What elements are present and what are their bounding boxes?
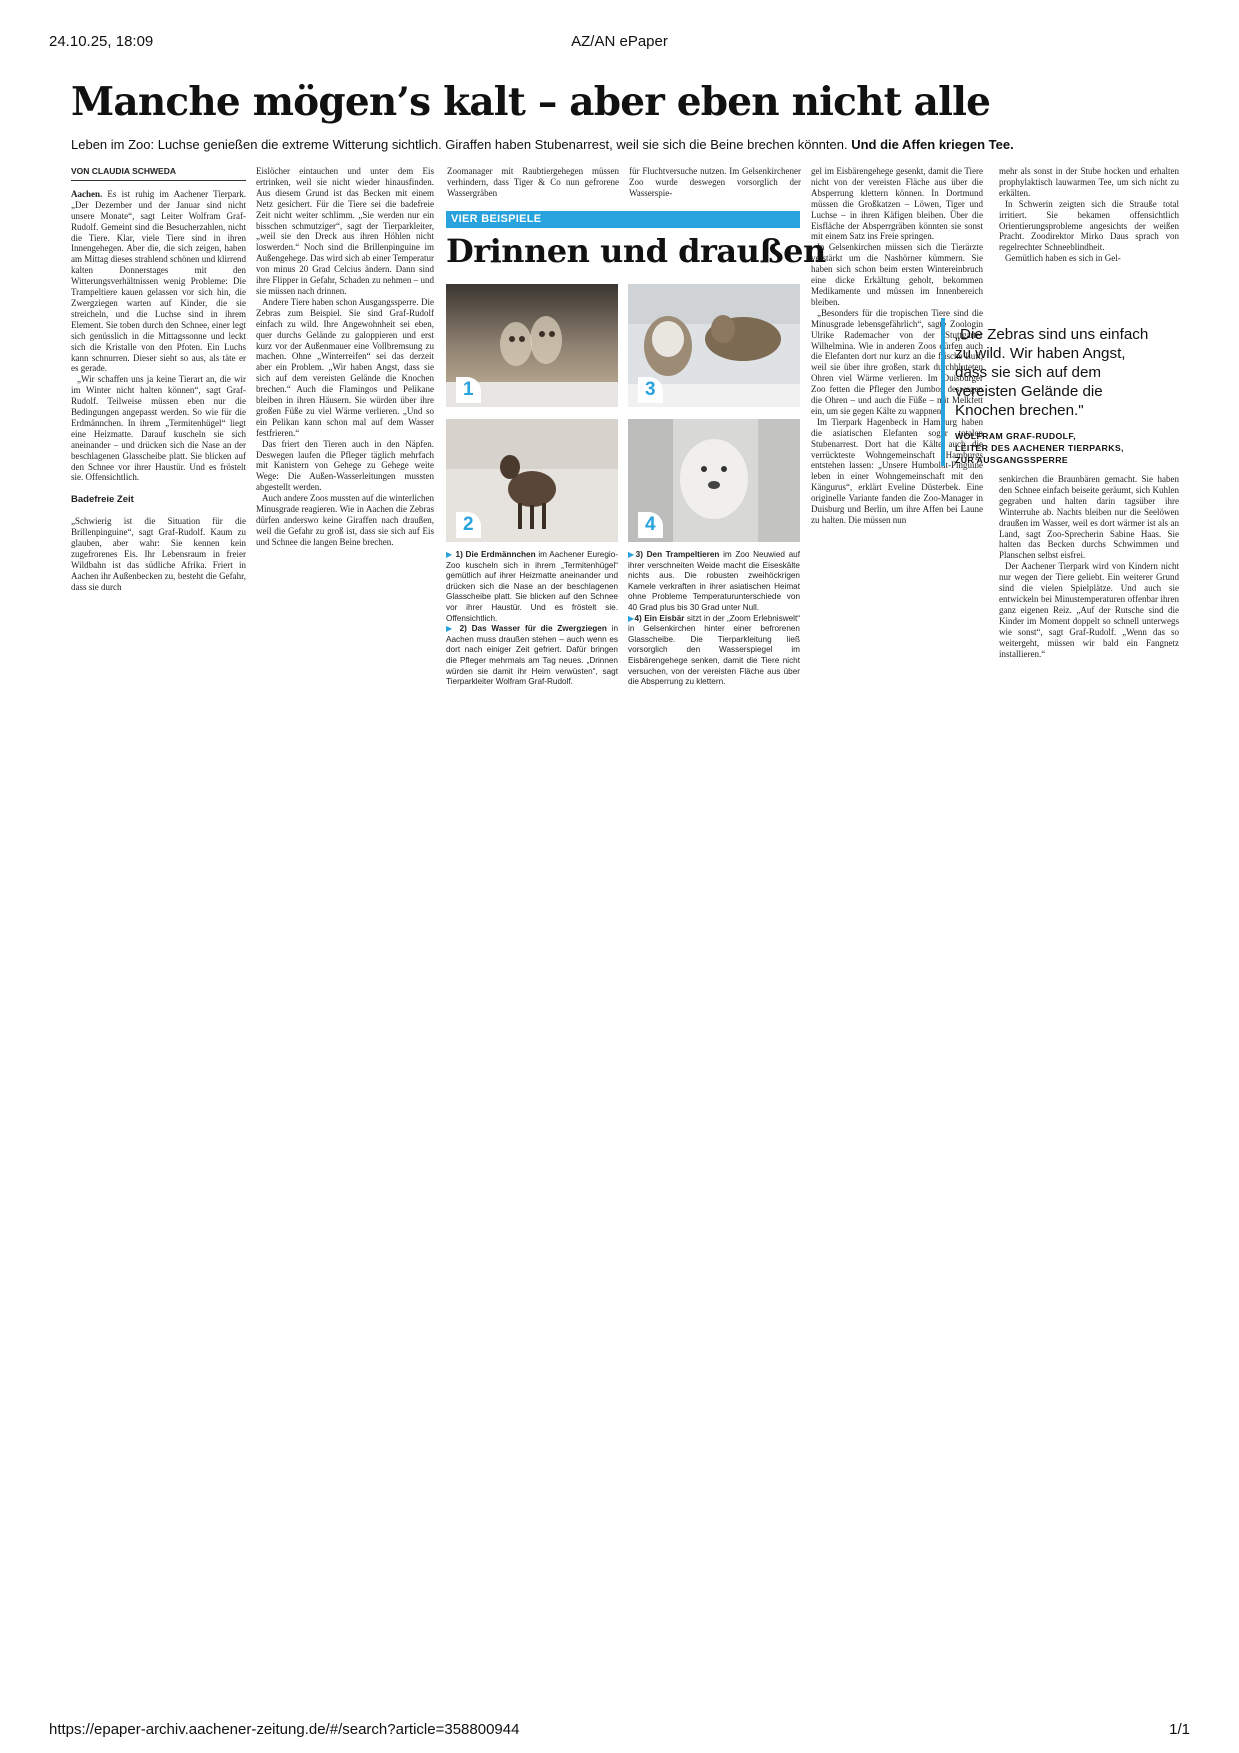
paragraph: Zoomanager mit Raubtiergehegen müssen verhindern, dass Tiger & Co nun gefrorene Wassergräben (447, 166, 619, 198)
subheadline-text: Leben im Zoo: Luchse genießen die extreme Witterung sichtlich. Giraffen haben Stubenarrest, weil sie sich die Beine brechen könnten. (71, 137, 852, 152)
paragraph: In Schwerin zeigten sich die Strauße total irritiert. Sie bekamen offensichtlich Orientierungsprobleme angesichts der weißen Pracht. Zoodirektor Mirko Daus sprach von regelrechter Schneeblindheit. (999, 198, 1179, 253)
caption-lead: Den Trampeltieren (646, 550, 720, 559)
paragraph: „Wir schaffen uns ja keine Tierart an, die wir im Winter nicht halten können“, sagt Graf-Rudolf. Teilweise müssen eben nur die Bedingungen angepasst werden. So wie für die Erdmännchen. In ihrem „Termitenhügel“ liegt eine Heizmatte. Darauf kuscheln sie sich aneinander – und drücken sich die Nase an der beschlagenen Glasscheibe platt. Sie blicken auf den Schnee vor ihrer Haustür. Und es fröstelt sie. Offensichtlich. (71, 374, 246, 483)
quote-attribution (955, 430, 1155, 466)
print-footer (49, 1721, 1190, 1739)
photo-polar-bear (628, 419, 800, 542)
caption-marker: 1) (455, 550, 463, 559)
captions-left (446, 550, 618, 688)
caption-text: in Aachen muss draußen stehen – auch wenn es dort nach einiger Zeit gefriert. Dafür bringen die Pfleger mehrmals am Tag neues. „Drinnen würden sie damit ihr Heim verwüsten“, sagt Tierparkleiter Wolfram Graf-Rudolf. (446, 624, 618, 687)
caption-marker: 4) (634, 613, 642, 623)
column-2 (256, 166, 434, 766)
caption-marker-icon: ▶ (446, 624, 455, 634)
headline: Manche mögen’s kalt – aber eben nicht alle (71, 79, 991, 125)
subheadline-bold: Und die Affen kriegen Tee. (851, 137, 1014, 152)
paragraph: gel im Eisbärengehege gesenkt, damit die Tiere nicht von der vereisten Fläche aus über die Absperrung klettern können. In Dortmund müssen die Großkatzen – Löwen, Tiger und Luchse – in ihren Käfigen bleiben. Über die Eisfläche der Absperrgräben könnten sie sonst mit einem Satz ins Freie springen. (811, 166, 983, 242)
caption-lead: Das Wasser für die Zwergziegen (471, 624, 607, 634)
print-header (49, 33, 1190, 51)
paragraph-text: Es ist ruhig im Aachener Tierpark. „Der Dezember und der Januar sind nicht unsere Monate“, sagt Leiter Wolfram Graf-Rudolf. Gemeint sind die Besucherzahlen, nicht die Tiere. Klar, viele Tiere sind in ihren Innengehegen. Aber die, die sich zeigen, haben am Mittag dieses strahlend schönen und klirrend kalten Donnerstages mit den Witterungsverhältnissen wenig Probleme: Die Trampeltiere kauen gelassen vor sich hin, die Zwergziegen warten auf Kinder, die sie streicheln, und die Luchse sind in ihrem Element. Sie toben durch den Schnee, einer legt sich genüsslich in die Mittagssonne und leckt sich die Kristalle von den Pfoten. Ein Luchs kann schnurren. Dieser sieht so aus, als täte er es gerade. (71, 188, 246, 374)
paragraph: senkirchen die Braunbären gemacht. Sie haben den Schnee einfach beiseite geräumt, sich Kuhlen gegraben und halten darin tagsüber ihre Winterruhe ab. Nachts bleiben nur die Seelöwen draußen im Wasser, weil es dort wärmer ist als an Land, sagt Zoo-Sprecherin Sabine Haas. Sie halten das Becken durchs Schwimmen und Planschen selbst eisfrei. (999, 474, 1179, 561)
box-tag-label: VIER BEISPIELE (451, 213, 542, 225)
photo-goat (446, 419, 618, 542)
column-1 (71, 166, 246, 766)
dateline: Aachen. (71, 188, 103, 199)
paragraph: Im Tierpark Hagenbeck in Hamburg haben die asiatischen Elefanten sogar totalen Stubenarrest. Dort hat die Kälte auch die verrückteste Wohngemeinschaft Hamburgs entstehen lassen: „Unsere Humboldt-Pinguine leben in einer Wohngemeinschaft mit den Kängurus“, erklärt Eveline Düsterbek. Eine originelle Variante fanden die Zoo-Manager in Duisburg und Berlin, um ihre Affen bei Laune zu halten. Die müssen nun (811, 416, 983, 525)
print-page-number: 1/1 (1169, 1721, 1190, 1738)
caption-lead: Ein Eisbär (644, 613, 685, 623)
paragraph: mehr als sonst in der Stube hocken und erhalten prophylaktisch lauwarmen Tee, um sich nicht zu erkälten. (999, 166, 1179, 198)
caption-marker: 2) (459, 624, 467, 634)
caption-text: im Aachener Euregio-Zoo kuscheln sich in ihrem „Termitenhügel“ gemütlich auf ihrer Heizmatte aneinander und drücken sich die Nase an der beschlagenen Glasscheibe platt. Sie blicken auf den Schnee vor ihrer Haustür. Und es fröstelt sie. Offensichtlich. (446, 550, 619, 623)
paragraph: In Gelsenkirchen müssen sich die Tierärzte verstärkt um die Nashörner kümmern. Sie haben sich schon beim ersten Wintereinbruch eine dicke Erkältung geholt, bekommen Medikamente und müssen im Innenbereich bleiben. (811, 242, 983, 307)
caption (628, 614, 800, 688)
caption-marker-icon: ▶ (628, 613, 635, 623)
caption-text: sitzt in der „Zoom Erlebniswelt“ in Gelsenkirchen hinter einer befrorenen Glasscheibe. Die Tierparkleitung ließ vorsorglich den Wasserspiegel im Eisbärengehege senken, damit die Tiere nicht versuchen, von der vereisten Fläche aus über die Absperrung zu klettern. (628, 613, 800, 687)
box-title: Drinnen und draußen (446, 232, 826, 270)
paragraph: „Besonders für die tropischen Tiere sind die Minusgrade lebensgefährlich“, sagte Zoologin Ulrike Rademacher von der Stuttgarter Wilhelmina. Wie in anderen Zoos dürfen auch die Elefanten dort nur kurz an die frische Luft, weil sie über ihre großen, stark durchbluteten Ohren viel Wärme verlieren. Im Duisburger Zoo fetten die Pfleger den Jumbos deswegen die Ohren – und auch die Füße – mit Melkfett ein, um sie gegen Kälte zu wappnen. (811, 307, 983, 416)
box-tag (446, 211, 800, 228)
column-6-bottom (999, 474, 1179, 764)
quote-attribution-line: LEITER DES AACHENER TIERPARKS, (955, 443, 1124, 453)
photo-meerkats (446, 284, 618, 407)
subheading: Badefreie Zeit (71, 494, 134, 506)
paragraph (71, 189, 246, 374)
paragraph: Auch andere Zoos mussten auf die winterlichen Minusgrade reagieren. Wie in Aachen die Zebras dürfen anderswo keine Giraffen nach draußen, weil die Gefahr zu groß ist, dass sie sich auf Eis und Schnee die langen Beine brechen. (256, 493, 434, 547)
photo-camels (628, 284, 800, 407)
quote-text: „Die Zebras sind uns einfach zu wild. Wir haben Angst, dass sie sich auf dem vereisten Gelände die Knochen brechen." (955, 326, 1149, 419)
print-title: AZ/AN ePaper (571, 33, 668, 50)
quote-attribution-line: ZUR AUSGANGSSPERRE (955, 455, 1069, 465)
caption-text: im Zoo Neuwied auf ihrer verschneiten Weide macht die Eiseskälte nichts aus. Die robusten zweihöckrigen Kamele verkraften in ihrer asiatischen Heimat ohne Probleme Temperaturunterschiede von 40 Grad plus bis 30 Grad unter Null. (628, 550, 800, 612)
print-url: https://epaper-archiv.aachener-zeitung.de/#/search?article=358800944 (49, 1721, 520, 1738)
examples-box (446, 136, 826, 766)
column-5 (811, 166, 983, 766)
caption-marker: 3) (635, 550, 643, 559)
pull-quote (941, 318, 1149, 466)
caption-lead: Die Erdmännchen (465, 550, 536, 559)
photo-number: 3 (638, 377, 663, 403)
caption (446, 550, 618, 624)
paragraph: Gemütlich haben es sich in Gel- (1005, 253, 1121, 264)
caption-marker-icon: ▶ (446, 550, 453, 559)
photo-number: 2 (456, 512, 481, 538)
byline: VON CLAUDIA SCHWEDA (71, 166, 246, 181)
paragraph: Das friert den Tieren auch in den Näpfen. Deswegen laufen die Pfleger täglich mehrfach mit Kanistern von Gehege zu Gehege weite Wege: Die Außen-Wasserleitungen mussten abgestellt werden. (256, 438, 434, 493)
captions-right (628, 550, 800, 688)
paragraph: Eislöcher eintauchen und unter dem Eis ertrinken, weil sie nicht wieder hinausfinden. Aus diesem Grund ist das Becken mit einem Netz gesichert. Für die Tiere sei die badefreie Zeit nicht weiter schlimm. „Sie werden nur ein bisschen schmutziger“, sagt der Tierparkleiter, „weil sie den Dreck aus ihren Höhlen nicht loswerden.“ Noch sind die Brillenpinguine im Außengehege. Das wird sich ab einer Temperatur von minus 20 Grad Celcius ändern. Dann sind ihre Flipper in Gefahr, Schaden zu nehmen – und sie müssen nach drinnen. (256, 166, 434, 296)
photo-number: 4 (638, 512, 663, 538)
paragraph: Andere Tiere haben schon Ausgangssperre. Die Zebras zum Beispiel. Sie sind Graf-Rudolf einfach zu wild. Ihre Angewohnheit sei eben, quer durchs Gelände zu galoppieren und erst kurz vor der Außenmauer eine Vollbremsung zu machen. Ohne „Winterreifen“ sei das derzeit aber ein Problem. „Wir haben Angst, dass sie sich auf dem vereisten Gelände die Knochen brechen.“ Auch die Flamingos und Pelikane bleiben in ihren Häusern. Sie würden über ihre großen Füße zu viel Wärme verlieren. „Und so ein Pelikan kann schon mal auf dem Wasser festfrieren.“ (256, 296, 434, 438)
print-date: 24.10.25, 18:09 (49, 33, 154, 50)
quote-attribution-line: WOLFRAM GRAF-RUDOLF, (955, 431, 1076, 441)
caption (446, 624, 618, 688)
paragraph: „Schwierig ist die Situation für die Brillenpinguine“, sagt Graf-Rudolf. Kaum zu glauben, aber wahr: Sie kennen kein zugefrorenes Eis. Ihr Lebensraum in freier Wildbahn ist das südliche Afrika. Friert in Aachen ihr Außenbecken zu, besteht die Gefahr, dass sie durch (71, 516, 246, 592)
column-6-top (999, 166, 1179, 314)
paragraph: für Fluchtversuche nutzen. Im Gelsenkirchener Zoo wurde deswegen vorsorglich der Wasserspie- (629, 166, 801, 198)
paragraph: Der Aachener Tierpark wird von Kindern nicht nur wegen der Tiere geliebt. Ein weiterer Grund sind die vielen Spielplätze. Und auch sie entwickeln bei Minustemperaturen offenbar ihren ganz eigenen Reiz. „Auf der Rutsche sind die Kinder im Moment doppelt so schnell unterwegs wie sonst“, sagt Graf-Rudolf. „Wenn das so weitergeht, müssen wir bald ein Fangnetz installieren.“ (999, 561, 1179, 659)
caption-marker-icon: ▶ (628, 550, 636, 559)
caption (628, 550, 800, 614)
photo-number: 1 (456, 377, 481, 403)
